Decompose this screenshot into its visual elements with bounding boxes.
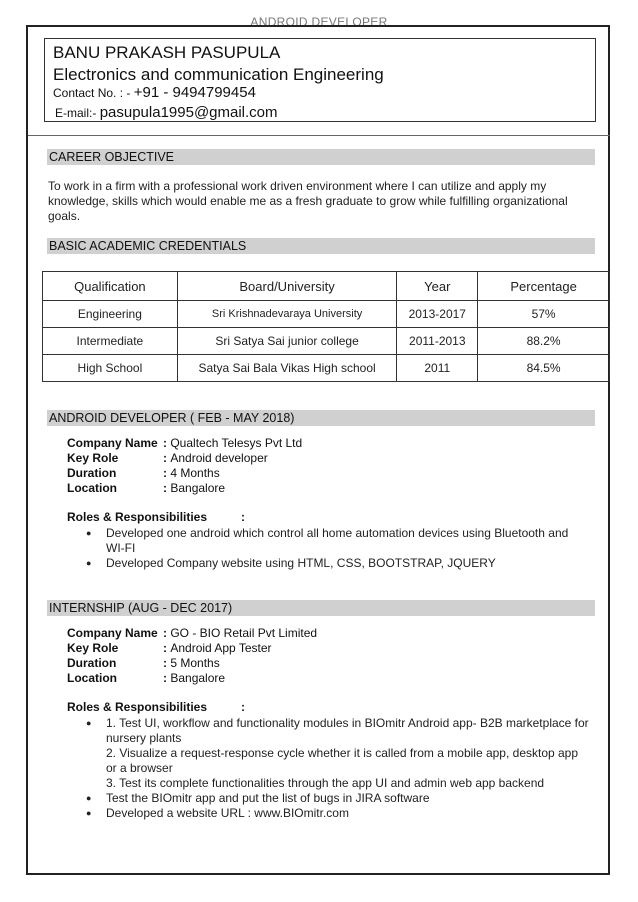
table-cell: Engineering [43, 301, 178, 328]
table-cell: 84.5% [478, 355, 610, 382]
list-item: ● Developed a website URL : www.BIOmitr.com [70, 806, 590, 821]
field-value: Android developer [170, 451, 268, 465]
internship-duration: Duration : 5 Months [67, 656, 220, 670]
contact-number: +91 - 9494799454 [133, 84, 256, 101]
field-value: Qualtech Telesys Pvt Ltd [170, 436, 303, 450]
career-objective-text: To work in a firm with a professional work driven environment where I can utilize and apply my knowledge, skills which would enable me as a fresh graduate to grow while fulfilling organizational goals. [48, 179, 568, 223]
email-label: E-mail:- [55, 106, 97, 120]
field-value: Bangalore [170, 481, 226, 495]
experience-responsibilities-list [70, 526, 590, 571]
table-cell: Sri Satya Sai junior college [177, 328, 397, 355]
table-cell: High School [43, 355, 178, 382]
email-line [55, 103, 278, 122]
profile-box [44, 38, 596, 122]
table-cell: 2011-2013 [397, 328, 478, 355]
table-cell: Satya Sai Bala Vikas High school [177, 355, 397, 382]
field-value: GO - BIO Retail Pvt Limited [170, 626, 318, 640]
table-cell: Sri Krishnadevaraya University [177, 301, 397, 328]
experience-responsibilities-label: Roles & Responsibilities : [67, 510, 245, 524]
table-row [43, 301, 610, 328]
list-item: ● Developed one android which control all home automation devices using Bluetooth and WI-FI [70, 526, 590, 556]
experience-company: Company Name : Qualtech Telesys Pvt Ltd [67, 436, 303, 450]
list-item-line: 3. Test its complete functionalities through the app UI and admin web app backend [106, 776, 545, 790]
field-value: 5 Months [170, 656, 220, 670]
column-header: Board/University [177, 272, 397, 301]
column-header: Percentage [478, 272, 610, 301]
internship-company: Company Name : GO - BIO Retail Pvt Limited [67, 626, 318, 640]
internship-responsibilities-label: Roles & Responsibilities : [67, 700, 245, 714]
section-heading-internship: INTERNSHIP (AUG - DEC 2017) [47, 600, 595, 616]
experience-duration: Duration : 4 Months [67, 466, 220, 480]
internship-location: Location : Bangalore [67, 671, 226, 685]
internship-role: Key Role : Android App Tester [67, 641, 272, 655]
header-divider [28, 135, 610, 136]
section-heading-academics: BASIC ACADEMIC CREDENTIALS [47, 238, 595, 254]
page-header-text: ANDROID DEVELOPER [250, 15, 388, 26]
contact-label: Contact No. : - [53, 86, 131, 100]
field-label: Company Name [67, 436, 158, 450]
column-header: Year [397, 272, 478, 301]
table-row [43, 328, 610, 355]
column-header: Qualification [43, 272, 178, 301]
candidate-branch: Electronics and communication Engineering [53, 65, 384, 84]
table-cell: 2011 [397, 355, 478, 382]
field-label: Duration [67, 466, 117, 480]
field-label: Duration [67, 656, 117, 670]
candidate-name: BANU PRAKASH PASUPULA [53, 43, 281, 62]
list-item-line: ● 1. Test UI, workflow and functionality modules in BIOmitr Android app- B2B marketplace for nursery plants [106, 716, 589, 745]
table-cell: 57% [478, 301, 610, 328]
internship-responsibilities-list [70, 716, 590, 821]
field-value: Android App Tester [170, 641, 272, 655]
contact-line [53, 84, 256, 102]
field-value: 4 Months [170, 466, 220, 480]
section-heading-career-objective: CAREER OBJECTIVE [47, 149, 595, 165]
table-header-row [43, 272, 610, 301]
field-label: Location [67, 671, 117, 685]
field-label: Key Role [67, 641, 119, 655]
list-item [70, 716, 590, 791]
table-cell: 88.2% [478, 328, 610, 355]
table-row [43, 355, 610, 382]
academic-credentials-table [42, 271, 610, 382]
section-heading-experience: ANDROID DEVELOPER ( FEB - MAY 2018) [47, 410, 595, 426]
experience-role: Key Role : Android developer [67, 451, 268, 465]
field-label: Location [67, 481, 117, 495]
field-value: Bangalore [170, 671, 226, 685]
field-label: Key Role [67, 451, 119, 465]
table-cell: Intermediate [43, 328, 178, 355]
field-label: Company Name [67, 626, 158, 640]
table-cell: 2013-2017 [397, 301, 478, 328]
experience-location: Location : Bangalore [67, 481, 226, 495]
list-item: ● Test the BIOmitr app and put the list of bugs in JIRA software [70, 791, 590, 806]
list-item-line: 2. Visualize a request-response cycle whether it is called from a mobile app, desktop app or a browser [106, 746, 579, 775]
list-item: ● Developed Company website using HTML, CSS, BOOTSTRAP, JQUERY [70, 556, 590, 571]
email-address: pasupula1995@gmail.com [99, 104, 278, 121]
